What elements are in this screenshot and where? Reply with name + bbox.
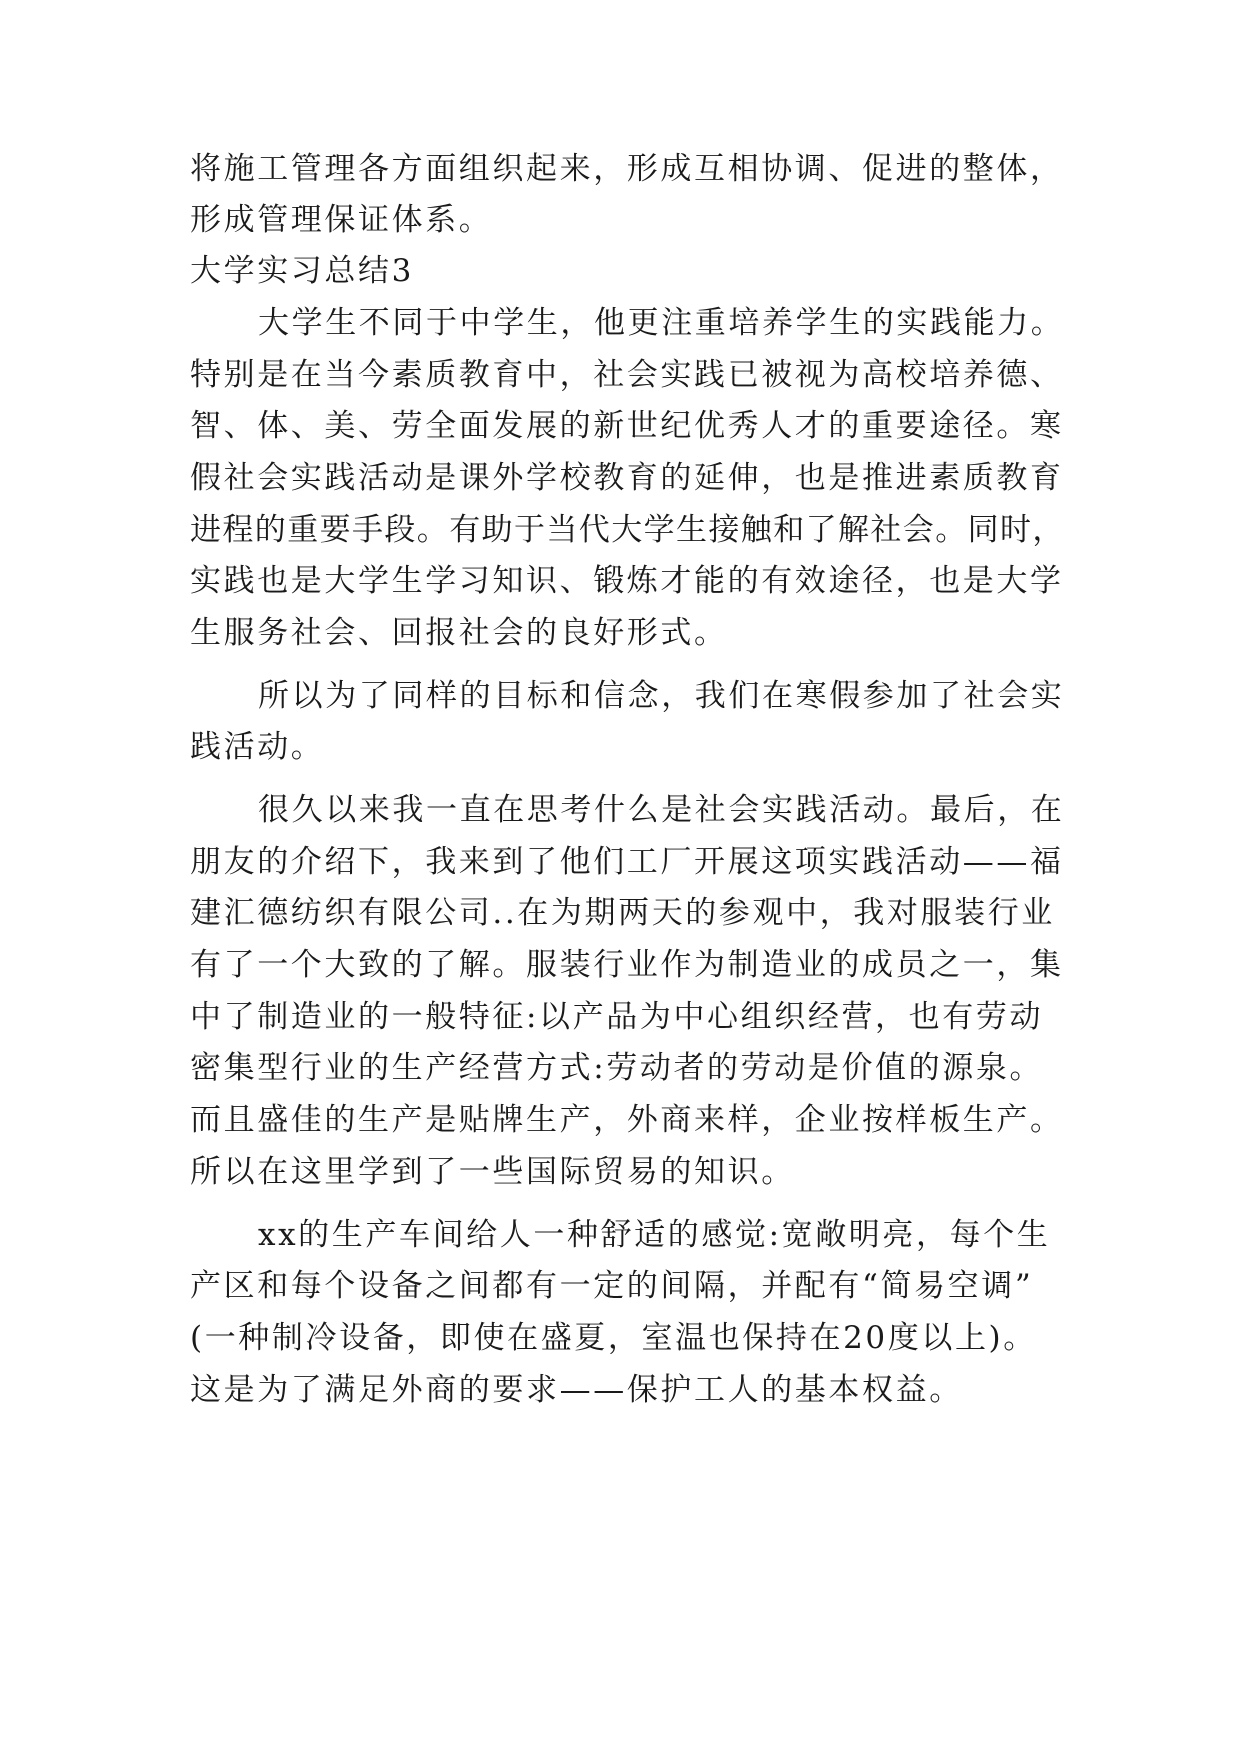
text-line: 这是为了满足外商的要求——保护工人的基本权益。	[190, 1372, 963, 1408]
text-line: 生服务社会、回报社会的良好形式。	[190, 615, 728, 651]
text-line: xx的生产车间给人一种舒适的感觉:宽敞明亮，每个生	[258, 1217, 1051, 1253]
text-line: 特别是在当今素质教育中，社会实践已被视为高校培养德、	[190, 357, 1064, 393]
text-line: 而且盛佳的生产是贴牌生产，外商来样，企业按样板生产。	[190, 1102, 1064, 1138]
text-line: 将施工管理各方面组织起来，形成互相协调、促进的整体，	[190, 151, 1064, 187]
text-line: 所以在这里学到了一些国际贸易的知识。	[190, 1154, 795, 1190]
text-line: 很久以来我一直在思考什么是社会实践活动。最后，在	[258, 792, 1065, 828]
text-line: 形成管理保证体系。	[190, 202, 493, 238]
text-line: 智、体、美、劳全面发展的新世纪优秀人才的重要途径。寒	[190, 408, 1064, 444]
text-line: 密集型行业的生产经营方式:劳动者的劳动是价值的源泉。	[190, 1050, 1044, 1086]
text-line: 朋友的介绍下，我来到了他们工厂开展这项实践活动——福	[190, 844, 1064, 880]
text-line: 进程的重要手段。有助于当代大学生接触和了解社会。同时，	[190, 512, 1065, 548]
text-line: 建汇德纺织有限公司..在为期两天的参观中，我对服装行业	[190, 895, 1055, 931]
text-line: 大学生不同于中学生，他更注重培养学生的实践能力。	[258, 305, 1065, 341]
text-line: 产区和每个设备之间都有一定的间隔，并配有“简易空调”	[190, 1268, 1034, 1304]
section-title: 大学实习总结3	[190, 253, 414, 289]
text-line: (一种制冷设备，即使在盛夏，室温也保持在20度以上)。	[190, 1320, 1037, 1356]
text-line: 所以为了同样的目标和信念，我们在寒假参加了社会实	[258, 678, 1065, 714]
text-line: 实践也是大学生学习知识、锻炼才能的有效途径，也是大学	[190, 563, 1064, 599]
text-line: 有了一个大致的了解。服装行业作为制造业的成员之一，集	[190, 947, 1064, 983]
text-line: 中了制造业的一般特征:以产品为中心组织经营，也有劳动	[190, 999, 1044, 1035]
text-line: 践活动。	[190, 729, 325, 765]
text-line: 假社会实践活动是课外学校教育的延伸，也是推进素质教育	[190, 460, 1064, 496]
